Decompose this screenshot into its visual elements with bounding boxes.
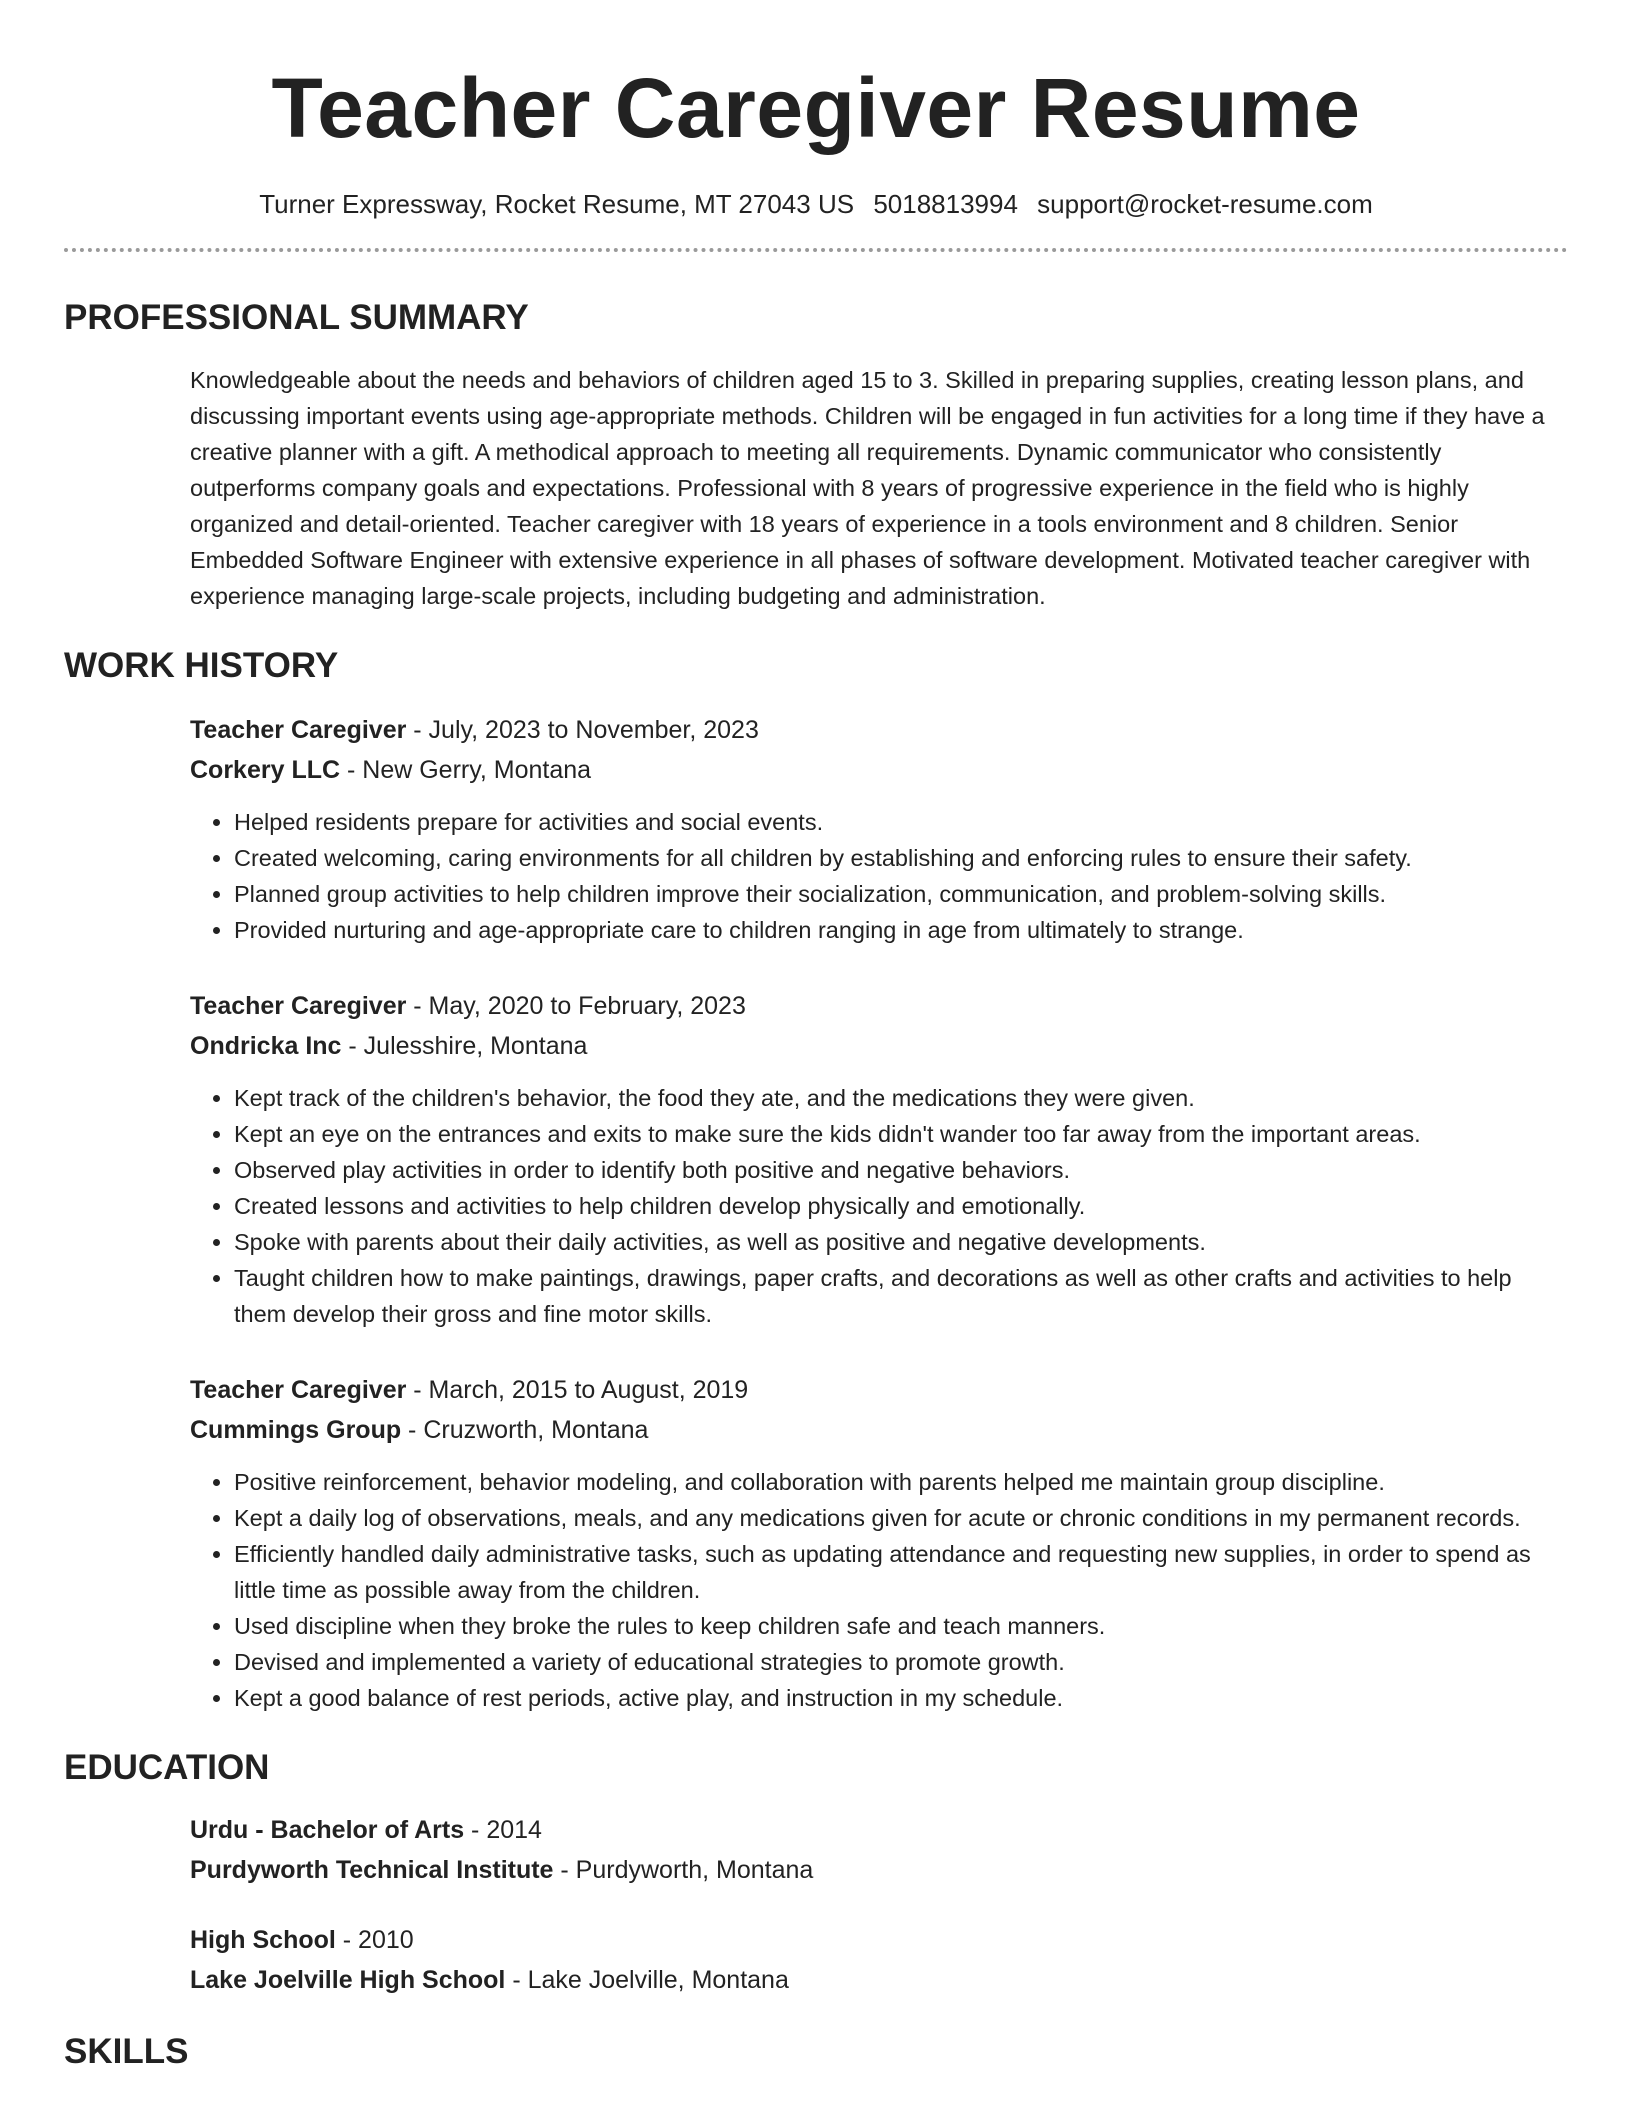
job-title-line [190, 710, 1568, 750]
job-company: Cummings Group [190, 1416, 402, 1444]
education-school-line [190, 1960, 1568, 2000]
work-history-heading: WORK HISTORY [64, 646, 339, 685]
job-bullets [190, 804, 1568, 948]
contact-phone: 5018813994 [873, 189, 1018, 219]
job-dates: - July, 2023 to November, 2023 [406, 716, 759, 744]
education-year: - 2010 [335, 1926, 414, 1954]
education-degree: High School [190, 1926, 336, 1954]
list-item: • Observed play activities in order to identify both positive and negative behaviors. [234, 1152, 1568, 1188]
education-location: - Purdyworth, Montana [553, 1856, 814, 1884]
list-item: • Spoke with parents about their daily activities, as well as positive and negative developments. [234, 1224, 1568, 1260]
education-degree: Urdu - Bachelor of Arts [190, 1816, 465, 1844]
list-item: • Provided nurturing and age-appropriate care to children ranging in age from ultimately to strange. [234, 912, 1568, 948]
job-company: Ondricka Inc [190, 1032, 342, 1060]
education-entry [190, 1920, 1568, 2000]
education-degree-line [190, 1920, 1568, 1960]
education-school-line [190, 1850, 1568, 1890]
list-item: • Kept a good balance of rest periods, active play, and instruction in my schedule. [234, 1680, 1568, 1716]
education-entry [190, 1810, 1568, 1890]
education-school: Purdyworth Technical Institute [190, 1856, 554, 1884]
contact-line [64, 186, 1568, 222]
job-company-line [190, 1026, 1568, 1066]
list-item: • Devised and implemented a variety of educational strategies to promote growth. [234, 1644, 1568, 1680]
resume-title: Teacher Caregiver Resume [271, 61, 1361, 155]
job-company: Corkery LLC [190, 756, 341, 784]
job-company-line [190, 750, 1568, 790]
list-item: • Created welcoming, caring environments for all children by establishing and enforcing rules to ensure their safety. [234, 840, 1568, 876]
job-location: - Cruzworth, Montana [401, 1416, 649, 1444]
job-bullets [190, 1080, 1568, 1332]
job-location: - Julesshire, Montana [341, 1032, 588, 1060]
list-item: • Kept an eye on the entrances and exits to make sure the kids didn't wander too far away from the important areas. [234, 1116, 1568, 1152]
job-bullets [190, 1464, 1568, 1716]
summary-text: Knowledgeable about the needs and behaviors of children aged 15 to 3. Skilled in preparing supplies, creating lesson plans, and discussing important events using age-appropriate methods. Children will be engaged in fun activities for a long time if they have a creative planner with a gift. A methodical approach to meeting all requirements. Dynamic communicator who consistently outperforms company goals and expectations. Professional with 8 years of progressive experience in the field who is highly organized and detail-oriented. Teacher caregiver with 18 years of experience in a tools environment and 8 children. Senior Embedded Software Engineer with extensive experience in all phases of software development. Motivated teacher caregiver with experience managing large-scale projects, including budgeting and administration. [190, 367, 1545, 609]
list-item: • Used discipline when they broke the rules to keep children safe and teach manners. [234, 1608, 1568, 1644]
skills-heading: SKILLS [64, 2032, 189, 2071]
resume-page [64, 0, 1568, 2074]
list-item: • Taught children how to make paintings, drawings, paper crafts, and decorations as well as other crafts and activities to help them develop their gross and fine motor skills. [234, 1260, 1568, 1332]
education-school: Lake Joelville High School [190, 1966, 506, 1994]
job-title: Teacher Caregiver [190, 992, 407, 1020]
education-year: - 2014 [464, 1816, 542, 1844]
education-location: - Lake Joelville, Montana [505, 1966, 789, 1994]
list-item: • Kept a daily log of observations, meals, and any medications given for acute or chronic conditions in my permanent records. [234, 1500, 1568, 1536]
job-location: - New Gerry, Montana [340, 756, 592, 784]
header-divider [64, 248, 1568, 252]
job-entry [190, 1370, 1568, 1716]
job-dates: - March, 2015 to August, 2019 [406, 1376, 749, 1404]
job-entry [190, 986, 1568, 1332]
job-title-line [190, 986, 1568, 1026]
list-item: • Kept track of the children's behavior, the food they ate, and the medications they were given. [234, 1080, 1568, 1116]
list-item: • Efficiently handled daily administrative tasks, such as updating attendance and requesting new supplies, in order to spend as little time as possible away from the children. [234, 1536, 1568, 1608]
job-title: Teacher Caregiver [190, 1376, 407, 1404]
job-dates: - May, 2020 to February, 2023 [406, 992, 746, 1020]
job-company-line [190, 1410, 1568, 1450]
list-item: • Helped residents prepare for activities and social events. [234, 804, 1568, 840]
contact-email: support@rocket-resume.com [1037, 189, 1373, 219]
education-heading: EDUCATION [64, 1748, 270, 1787]
job-title-line [190, 1370, 1568, 1410]
summary-heading: PROFESSIONAL SUMMARY [64, 298, 529, 337]
education-degree-line [190, 1810, 1568, 1850]
contact-address: Turner Expressway, Rocket Resume, MT 27043 US [259, 189, 855, 219]
job-title: Teacher Caregiver [190, 716, 407, 744]
job-entry [190, 710, 1568, 948]
list-item: • Planned group activities to help children improve their socialization, communication, and problem-solving skills. [234, 876, 1568, 912]
list-item: • Positive reinforcement, behavior modeling, and collaboration with parents helped me maintain group discipline. [234, 1464, 1568, 1500]
list-item: • Created lessons and activities to help children develop physically and emotionally. [234, 1188, 1568, 1224]
